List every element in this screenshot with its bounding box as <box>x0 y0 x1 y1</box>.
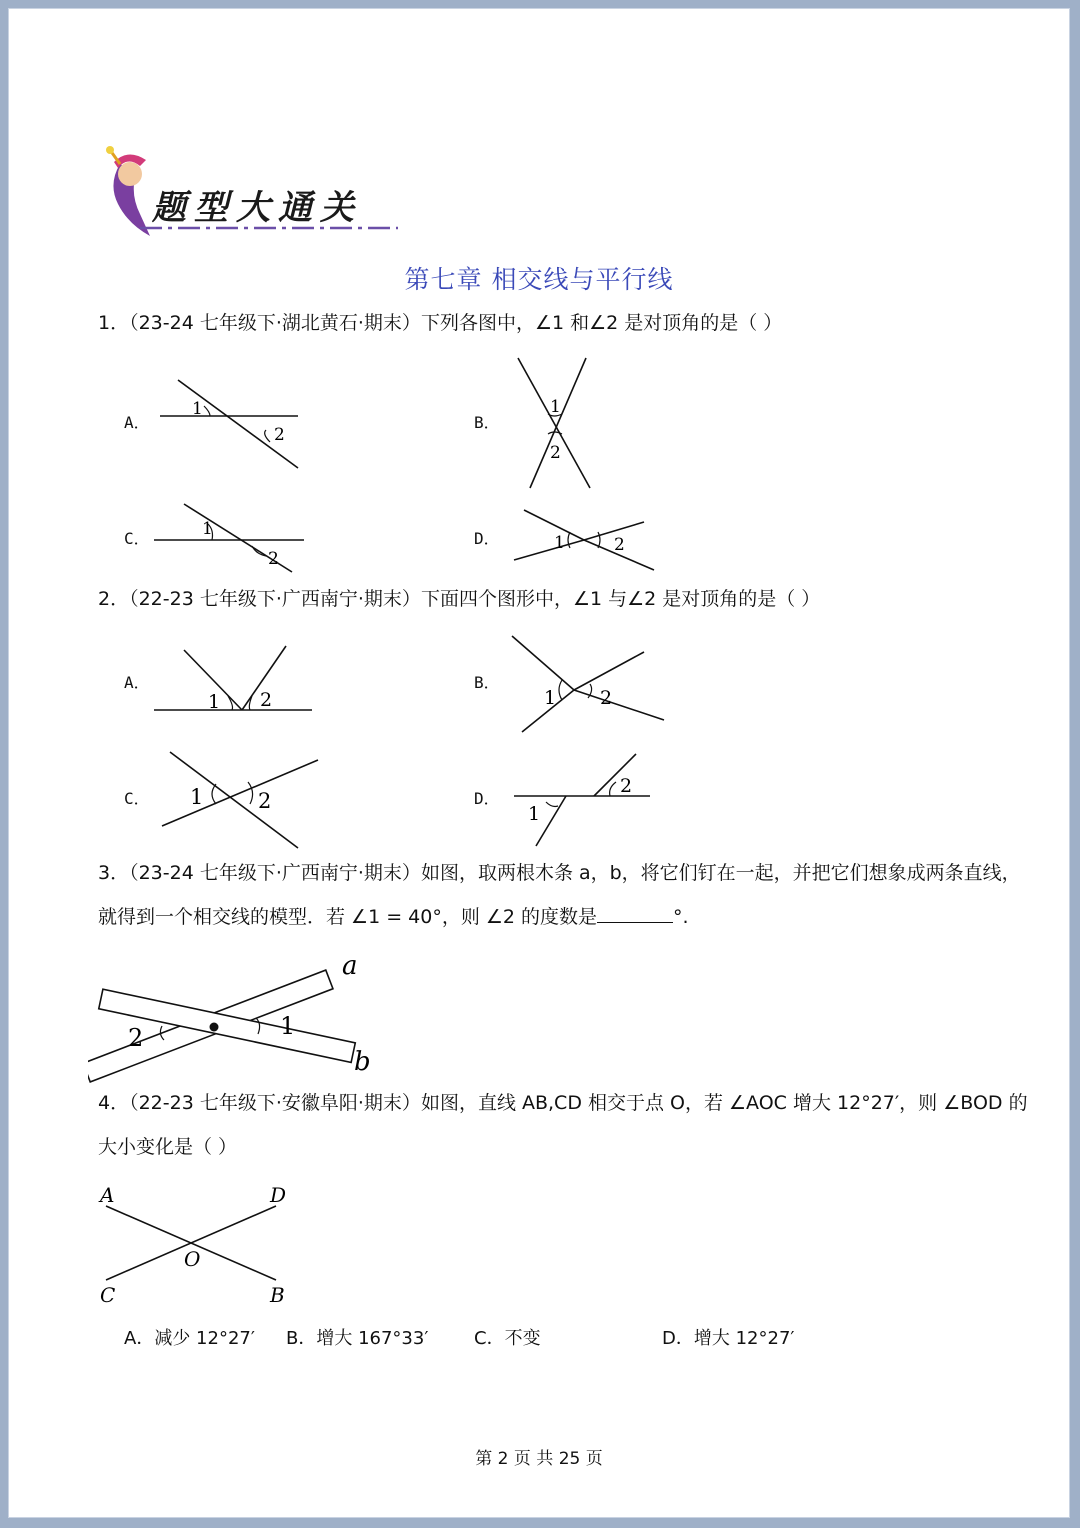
question-text: 下面四个图形中，∠1 与∠2 是对顶角的是（ ） <box>420 588 821 610</box>
q1-option-b-label: B． <box>474 413 500 432</box>
angle-1-label: 1 <box>554 533 565 553</box>
question-number: 4． <box>98 1092 130 1114</box>
question-4-line-2 <box>98 1138 237 1157</box>
stick-a-label: a <box>342 951 358 981</box>
stick-b-label: b <box>354 1047 371 1077</box>
page-footer: 第 2 页 共 25 页 <box>475 1449 603 1469</box>
question-4-line-1 <box>98 1094 1028 1113</box>
angle-1-label: 1 <box>190 785 204 809</box>
point-a-label: A <box>100 1183 115 1207</box>
question-text: 下列各图中，∠1 和∠2 是对顶角的是（ ） <box>420 312 783 334</box>
q1-figure-c <box>152 498 312 578</box>
question-2 <box>98 590 820 609</box>
angle-2-label: 2 <box>258 789 272 813</box>
question-text: 就得到一个相交线的模型．若 ∠1 = 40°，则 ∠2 的度数是 <box>98 906 598 928</box>
point-c-label: C <box>100 1283 116 1307</box>
question-text-end: °. <box>673 906 689 928</box>
q1-option-a-label: A． <box>124 413 150 432</box>
q2-figure-c <box>152 746 322 854</box>
q2-figure-b <box>504 628 674 736</box>
angle-1-label: 1 <box>208 691 221 713</box>
q1-figure-b <box>504 354 604 494</box>
q2-option-d-label: D． <box>474 789 500 808</box>
angle-2-label: 2 <box>260 689 273 711</box>
angle-2-label: 2 <box>274 425 285 445</box>
question-1 <box>98 314 782 333</box>
answer-blank[interactable] <box>597 906 673 923</box>
q2-figure-a <box>152 640 322 724</box>
question-3-line-2 <box>98 906 689 927</box>
q4-choice-c[interactable]: C．不变 <box>474 1328 541 1349</box>
point-o-label: O <box>184 1247 201 1271</box>
question-source: （22-23 七年级下·安徽阜阳·期末） <box>129 1092 421 1114</box>
q1-figure-a <box>158 372 308 472</box>
document-page <box>8 8 1070 1518</box>
question-source: （22-23 七年级下·广西南宁·期末） <box>129 588 421 610</box>
chapter-title: 第七章 相交线与平行线 <box>404 265 674 294</box>
q2-option-a-label: A． <box>124 673 150 692</box>
angle-2-label: 2 <box>128 1024 144 1052</box>
angle-2-label: 2 <box>550 443 561 463</box>
banner <box>100 144 400 240</box>
point-d-label: D <box>270 1183 287 1207</box>
q1-option-d-label: D． <box>474 529 500 548</box>
angle-2-label: 2 <box>614 535 625 555</box>
q4-choice-d[interactable]: D．增大 12°27′ <box>662 1328 795 1349</box>
q1-figure-d <box>504 502 664 578</box>
angle-2-label: 2 <box>600 687 613 709</box>
question-3-line-1 <box>98 864 1021 883</box>
angle-1-label: 1 <box>280 1012 296 1040</box>
banner-title: 题型大通关 <box>152 188 362 228</box>
question-text: 如图，直线 AB,CD 相交于点 O，若 ∠AOC 增大 12°27′，则 ∠BOD 的 <box>420 1092 1028 1114</box>
angle-2-label: 2 <box>268 549 279 569</box>
question-source: （23-24 七年级下·湖北黄石·期末） <box>129 312 421 334</box>
question-source: （23-24 七年级下·广西南宁·期末） <box>129 862 421 884</box>
question-number: 1． <box>98 312 130 334</box>
angle-1-label: 1 <box>550 397 561 417</box>
q2-option-c-label: C． <box>124 789 150 808</box>
angle-1-label: 1 <box>192 399 203 419</box>
q2-option-b-label: B． <box>474 673 500 692</box>
angle-1-label: 1 <box>202 519 213 539</box>
point-b-label: B <box>270 1283 285 1307</box>
q3-figure-wooden-sticks <box>88 948 388 1088</box>
question-text: 如图，取两根木条 a，b，将它们钉在一起，并把它们想象成两条直线， <box>420 862 1021 884</box>
q4-choice-b[interactable]: B．增大 167°33′ <box>286 1328 429 1349</box>
q1-option-c-label: C． <box>124 529 150 548</box>
banner-underline <box>140 222 400 234</box>
angle-2-label: 2 <box>620 775 633 797</box>
angle-1-label: 1 <box>544 687 557 709</box>
q4-choice-a[interactable]: A．减少 12°27′ <box>124 1328 255 1349</box>
q2-figure-d <box>508 748 658 852</box>
question-text: 大小变化是（ ） <box>98 1136 238 1158</box>
question-number: 3． <box>98 862 130 884</box>
q4-figure-intersecting-lines <box>94 1178 304 1308</box>
question-number: 2． <box>98 588 130 610</box>
angle-1-label: 1 <box>528 803 541 825</box>
